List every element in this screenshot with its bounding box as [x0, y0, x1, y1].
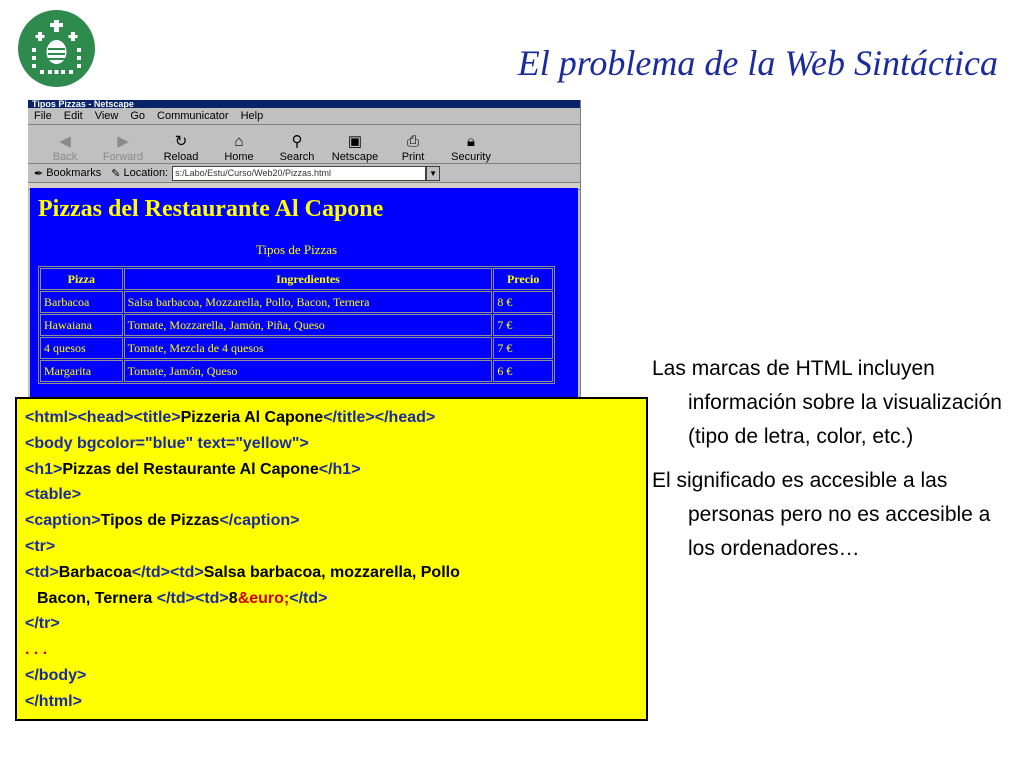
- bookmarks-icon: ✒: [34, 167, 44, 180]
- menu-help[interactable]: Help: [240, 110, 264, 122]
- code-tag: </tr>: [25, 615, 60, 633]
- ingredients-cell: Salsa barbacoa, Mozzarella, Pollo, Bacon, Ternera: [124, 291, 493, 313]
- code-tag: <td>: [25, 563, 59, 581]
- print-button[interactable]: [384, 133, 442, 163]
- code-line: [25, 611, 638, 637]
- code-tag: <tr>: [25, 537, 56, 555]
- code-line: [25, 586, 638, 612]
- html-code-box: [15, 397, 648, 721]
- reload-button[interactable]: [152, 133, 210, 163]
- code-line: [25, 637, 638, 663]
- pizza-name-cell: Margarita: [40, 360, 123, 382]
- location-icon: ✎: [111, 167, 121, 180]
- print-label: Print: [401, 151, 425, 163]
- menu-communicator[interactable]: Communicator: [157, 110, 229, 122]
- table-header-row: [40, 268, 553, 290]
- back-arrow-icon: ◀: [59, 133, 71, 150]
- netscape-label: Netscape: [331, 151, 379, 163]
- code-tag: </html>: [25, 692, 82, 710]
- ingredients-cell: Tomate, Mezcla de 4 quesos: [124, 337, 493, 359]
- code-tag: <table>: [25, 486, 82, 504]
- security-lock-icon: 🔒︎: [467, 133, 475, 150]
- code-text: Tipos de Pizzas: [100, 512, 220, 530]
- code-text: Bacon, Ternera: [37, 589, 157, 607]
- forward-label: Forward: [102, 151, 144, 163]
- home-icon: ⌂: [234, 133, 244, 150]
- code-tag: <html><head><title>: [25, 409, 181, 426]
- column-header-precio: Precio: [493, 268, 553, 290]
- forward-button[interactable]: [94, 133, 152, 163]
- code-tag: <h1>: [25, 460, 63, 478]
- code-line: [25, 663, 638, 689]
- university-logo: [18, 10, 95, 87]
- browser-window: [28, 100, 581, 400]
- table-row: [40, 360, 553, 382]
- security-label: Security: [451, 151, 491, 163]
- code-line: [25, 482, 638, 508]
- code-tag: <body bgcolor="blue" text="yellow">: [25, 434, 309, 452]
- netscape-button[interactable]: [326, 133, 384, 163]
- code-tag: </title></head>: [323, 409, 436, 426]
- navigation-toolbar: [28, 125, 580, 164]
- forward-arrow-icon: ▶: [117, 133, 129, 150]
- search-icon: ⚲: [291, 133, 303, 150]
- code-line: [25, 457, 638, 483]
- slide-title: El problema de la Web Sintáctica: [517, 43, 998, 83]
- pizza-name-cell: Hawaiana: [40, 314, 123, 336]
- search-label: Search: [279, 151, 315, 163]
- security-button[interactable]: [442, 133, 500, 163]
- column-header-ingredientes: Ingredientes: [124, 268, 493, 290]
- back-button[interactable]: [36, 133, 94, 163]
- web-page-content: [30, 188, 578, 400]
- code-ellipsis: . . .: [25, 641, 48, 659]
- code-line: [25, 689, 638, 715]
- crest-icon: [18, 10, 95, 87]
- window-title: Tipos Pizzas - Netscape: [32, 100, 134, 108]
- bookmarks-button[interactable]: Bookmarks: [46, 167, 102, 179]
- code-line: [25, 431, 638, 457]
- code-line: [25, 508, 638, 534]
- reload-label: Reload: [163, 151, 199, 163]
- table-row: [40, 337, 553, 359]
- code-line: [25, 405, 638, 431]
- table-caption: Tipos de Pizzas: [255, 242, 338, 257]
- note-html-markup: Las marcas de HTML incluyen información sobre la visualización (tipo de letra, color, etc.): [652, 357, 1002, 448]
- menu-bar: [28, 108, 580, 125]
- code-tag: </td>: [289, 589, 328, 607]
- code-text: Pizzeria Al Capone: [180, 409, 324, 426]
- code-entity: &euro;: [237, 589, 290, 607]
- code-text: Pizzas del Restaurante Al Capone: [62, 460, 319, 478]
- home-button[interactable]: [210, 133, 268, 163]
- code-tag: </td><td>: [131, 563, 204, 581]
- location-input[interactable]: s:/Labo/Estu/Curso/Web20/Pizzas.html: [172, 166, 426, 181]
- code-tag: </body>: [25, 666, 87, 684]
- window-title-bar[interactable]: [28, 100, 580, 108]
- location-bar: [28, 164, 580, 183]
- code-tag: </td><td>: [156, 589, 229, 607]
- notes-panel: [652, 352, 1012, 576]
- code-tag: <caption>: [25, 512, 101, 530]
- code-text: 8: [228, 589, 238, 607]
- menu-file[interactable]: File: [34, 110, 52, 122]
- netscape-icon: ▣: [347, 133, 363, 150]
- table-row: [40, 314, 553, 336]
- reload-icon: ↻: [174, 133, 188, 150]
- price-cell: 7 €: [493, 337, 553, 359]
- pizza-name-cell: 4 quesos: [40, 337, 123, 359]
- back-label: Back: [52, 151, 78, 163]
- menu-go[interactable]: Go: [130, 110, 146, 122]
- menu-edit[interactable]: Edit: [63, 110, 83, 122]
- menu-view[interactable]: View: [94, 110, 119, 122]
- price-cell: 7 €: [493, 314, 553, 336]
- pizza-name-cell: Barbacoa: [40, 291, 123, 313]
- code-tag: </caption>: [219, 512, 300, 530]
- code-text: Salsa barbacoa, mozzarella, Pollo: [203, 563, 460, 581]
- code-line: [25, 534, 638, 560]
- ingredients-cell: Tomate, Jamón, Queso: [124, 360, 493, 382]
- home-label: Home: [224, 151, 254, 163]
- web-page-heading: Pizzas del Restaurante Al Capone: [38, 196, 384, 222]
- location-dropdown-button[interactable]: ▼: [426, 166, 440, 181]
- price-cell: 8 €: [493, 291, 553, 313]
- location-label: Location:: [123, 167, 169, 179]
- pizza-table: [38, 242, 555, 384]
- column-header-pizza: Pizza: [40, 268, 123, 290]
- ingredients-cell: Tomate, Mozzarella, Jamón, Piña, Queso: [124, 314, 493, 336]
- note-meaning-accessibility: El significado es accesible a las personas pero no es accesible a los ordenadores…: [652, 469, 991, 560]
- print-icon: ⎙: [406, 133, 419, 150]
- code-line: [25, 560, 638, 586]
- price-cell: 6 €: [493, 360, 553, 382]
- code-text: Barbacoa: [58, 563, 132, 581]
- table-row: [40, 291, 553, 313]
- search-button[interactable]: [268, 133, 326, 163]
- code-tag: </h1>: [318, 460, 361, 478]
